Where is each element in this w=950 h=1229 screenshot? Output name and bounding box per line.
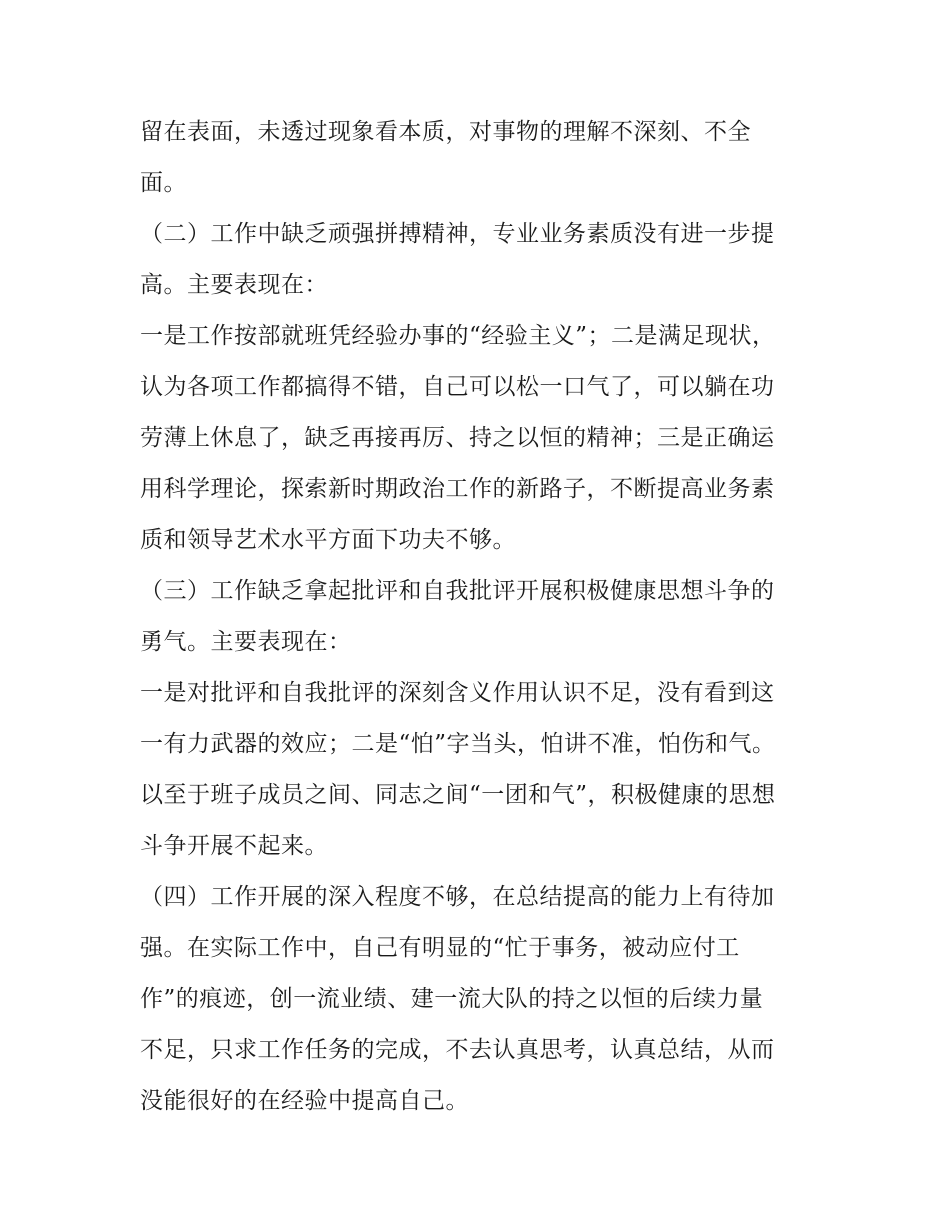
text-line: 以至于班子成员之间、同志之间“一团和气”，积极健康的思想 [140,782,776,808]
text-line: 认为各项工作都搞得不错，自己可以松一口气了，可以躺在功 [140,374,775,400]
text-line: 强。在实际工作中，自己有明显的“忙于事务，被动应付工 [140,935,740,961]
text-line: 面。 [140,170,187,196]
section-heading-line: （四）工作开展的深入程度不够，在总结提高的能力上有待加 [140,884,775,910]
text-line: 用科学理论，探索新时期政治工作的新路子，不断提高业务素 [140,476,775,502]
text-line: 作”的痕迹，创一流业绩、建一流大队的持之以恒的后续力量 [140,986,764,1012]
text-line: 高。主要表现在： [140,272,328,298]
text-line: 留在表面，未透过现象看本质，对事物的理解不深刻、不全 [140,119,751,145]
text-line: 一有力武器的效应；二是“怕”字当头，怕讲不准，怕伤和气。 [140,731,776,757]
text-line: 质和领导艺术水平方面下功夫不够。 [140,527,516,553]
text-line: 斗争开展不起来。 [140,833,328,859]
text-line: 没能很好的在经验中提高自己。 [140,1088,469,1114]
text-line: 勇气。主要表现在： [140,629,352,655]
text-line: 不足，只求工作任务的完成，不去认真思考，认真总结，从而 [140,1037,775,1063]
section-heading-line: （二）工作中缺乏顽强拼搏精神，专业业务素质没有进一步提 [140,221,775,247]
section-heading-line: （三）工作缺乏拿起批评和自我批评开展积极健康思想斗争的 [140,578,775,604]
body-text [140,107,820,1127]
text-line: 一是工作按部就班凭经验办事的“经验主义”；二是满足现状， [140,323,776,349]
text-line: 一是对批评和自我批评的深刻含义作用认识不足，没有看到这 [140,680,775,706]
text-line: 劳薄上休息了，缺乏再接再厉、持之以恒的精神；三是正确运 [140,425,775,451]
